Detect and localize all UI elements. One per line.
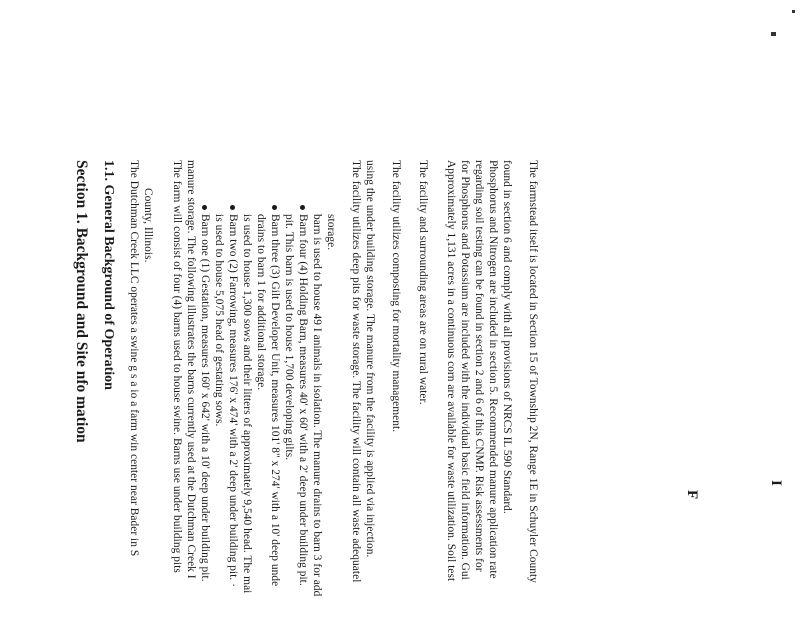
paragraph-line: The facility utilizes deep pits for waste storage. The facility will contain all waste adequatel — [350, 160, 362, 583]
paragraph-line: for Phosphorus and Potassium are included with the individual basic field information. Gui — [459, 160, 471, 580]
barns-intro-line: The farm will consist of four (4) barns used to house swine. Barns use under building pits — [171, 160, 183, 573]
bullet-line: storage. — [325, 214, 337, 251]
bullet-line: is used to house 1,300 sows and their litters of approximately 9,540 head. The mai — [241, 214, 253, 594]
paragraph-line: Approximately 1,131 acres in a continuous corn are available for waste utilization. Soil test — [445, 160, 457, 582]
scan-speck — [771, 32, 776, 36]
paragraph-line: The facility utilizes composting for mortality management. — [390, 160, 402, 433]
bullet-line: Barn three (3) Gilt Developer Unit, measures 101' 8" x 274' with a 10' deep unde — [269, 214, 281, 587]
bullet-icon — [202, 205, 207, 210]
bullet-icon — [300, 205, 305, 210]
header-mark: I — [768, 480, 784, 486]
bullet-icon — [272, 205, 277, 210]
header-mark: F — [684, 490, 700, 500]
bullet-line: barn is used to house 49 I animals in isolation. The manure drains to barn 3 for add — [311, 214, 323, 597]
subsection-title: 1.1. General Background of Operation — [101, 160, 116, 390]
bullet-line: Barn one (1) Gestation, measures 160' x 642' with a 10' deep under building pit. — [199, 214, 211, 582]
bullet-icon — [230, 205, 235, 210]
section-title: Section 1. Background and Site nfo mation — [73, 160, 90, 443]
intro-line: County, Illinois. — [142, 188, 154, 263]
bullet-line: is used to house 5,075 head of gestating sows. — [213, 214, 225, 427]
paragraph-line: The farmstead itself is located in Section 15 of Township 2N, Range 1E in Schuyler County — [527, 160, 539, 583]
intro-line: The Dutchman Creek LLC operates a swine g s a io a farm win center near Bader in S — [128, 160, 140, 557]
scan-speck — [792, 10, 795, 13]
bullet-line: drains to barn 1 for additional storage. — [255, 214, 267, 391]
bullet-line: Barn four (4) Holding Barn, measures 40' x 60' with a 2' deep under building pit. — [297, 214, 309, 586]
paragraph-line: Phosphorus and Nitrogen are included in section 5. Recommended manure application rate — [487, 160, 499, 579]
barns-intro-line: manure storage. The following illustrates the barns currently used at the Dutchman Creek I — [185, 160, 197, 579]
paragraph-line: regarding soil testing can be found in section 2 and 6 of this CNMP. Risk assessments for — [473, 160, 485, 572]
paragraph-line: The facility and surrounding areas are on rural water. — [417, 160, 429, 405]
paragraph-line: using the under building storage. The manure from the facility is applied via injection. — [364, 160, 376, 558]
bullet-line: Barn two (2) Farrowing, measures 176' x 474' with a 2' deep under building pit. · — [227, 214, 239, 588]
bullet-line: pit. This barn is used to house 1,700 developing gilts. — [283, 214, 295, 461]
paragraph-line: found in section 6 and comply with all provisions of NRCS IL 590 Standard. — [501, 160, 513, 514]
